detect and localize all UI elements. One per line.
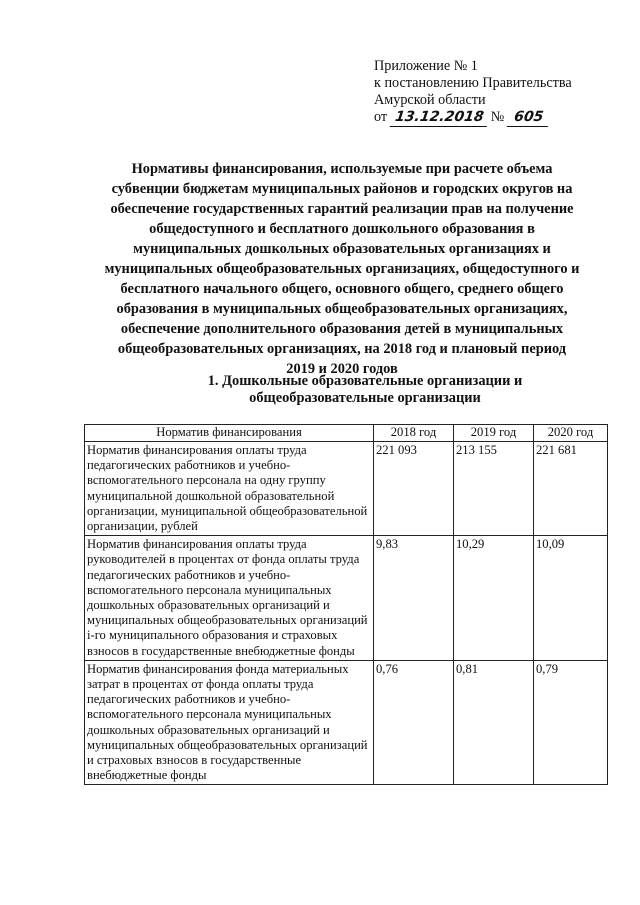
number-prefix: № — [490, 109, 505, 125]
norms-table — [84, 424, 608, 785]
title-line: обеспечение дополнительного образования детей в муниципальных — [120, 321, 564, 337]
table-row — [85, 660, 608, 785]
header-2018: 2018 год — [374, 425, 454, 442]
annex-title: Приложение № 1 — [374, 58, 478, 74]
table-row — [85, 442, 608, 536]
row-label: Норматив финансирования оплаты труда руководителей в процентах от фонда оплаты труда педагогических работников и учебно-вспомогательного персонала муниципальных дошкольных образовательных организаций и муниципальных общеобразовательных организаций i-го муниципального образования и страховых взносов в государственные внебюджетные фонды — [85, 536, 374, 661]
value-2018: 221 093 — [374, 442, 454, 536]
value-2018: 0,76 — [374, 660, 454, 785]
header-norm: Норматив финансирования — [85, 425, 374, 442]
value-2020: 10,09 — [534, 536, 608, 661]
handwritten-number: 605 — [507, 109, 551, 127]
value-2018: 9,83 — [374, 536, 454, 661]
title-line: образования в муниципальных общеобразовательных организациях, — [116, 301, 568, 317]
section-heading — [140, 373, 590, 407]
title-line: бесплатного начального общего, основного общего, среднего общего — [120, 281, 564, 297]
title-line: 2019 и 2020 годов — [286, 361, 398, 377]
header-2019: 2019 год — [454, 425, 534, 442]
annex-block — [374, 58, 572, 127]
table-row — [85, 536, 608, 661]
annex-resolution: к постановлению Правительства — [374, 75, 572, 91]
title-line: субвенции бюджетам муниципальных районов и городских округов на — [111, 181, 573, 197]
title-line: Нормативы финансирования, используемые при расчете объема — [131, 161, 553, 177]
section-heading-line: общеобразовательные организации — [249, 390, 481, 406]
table-header-row — [85, 425, 608, 442]
annex-region: Амурской области — [374, 92, 486, 108]
date-prefix: от — [374, 109, 388, 125]
handwritten-date: 13.12.2018 — [389, 109, 488, 127]
value-2020: 221 681 — [534, 442, 608, 536]
value-2019: 213 155 — [454, 442, 534, 536]
title-line: общедоступного и бесплатного дошкольного образования в — [149, 221, 535, 237]
row-label: Норматив финансирования фонда материальных затрат в процентах от фонда оплаты труда педагогических работников и учебно-вспомогательного персонала муниципальных дошкольных образовательных организаций и муниципальных общеобразовательных организаций и страховых взносов в государственные внебюджетные фонды — [85, 660, 374, 785]
header-2020: 2020 год — [534, 425, 608, 442]
value-2020: 0,79 — [534, 660, 608, 785]
value-2019: 10,29 — [454, 536, 534, 661]
title-line: общеобразовательных организациях, на 2018 год и плановый период — [117, 341, 567, 357]
annex-date-line — [374, 109, 572, 127]
section-heading-line: 1. Дошкольные образовательные организации и — [207, 373, 523, 389]
title-line: муниципальных общеобразовательных организациях, общедоступного и — [104, 261, 580, 277]
title-line: муниципальных дошкольных образовательных организациях и — [133, 241, 551, 257]
title-line: обеспечение государственных гарантий реализации прав на получение — [110, 201, 574, 217]
value-2019: 0,81 — [454, 660, 534, 785]
document-title — [82, 159, 602, 379]
row-label: Норматив финансирования оплаты труда педагогических работников и учебно-вспомогательного персонала на одну группу муниципальной дошкольной образовательной организации, муниципальной общеобразовательной организации, рублей — [85, 442, 374, 536]
